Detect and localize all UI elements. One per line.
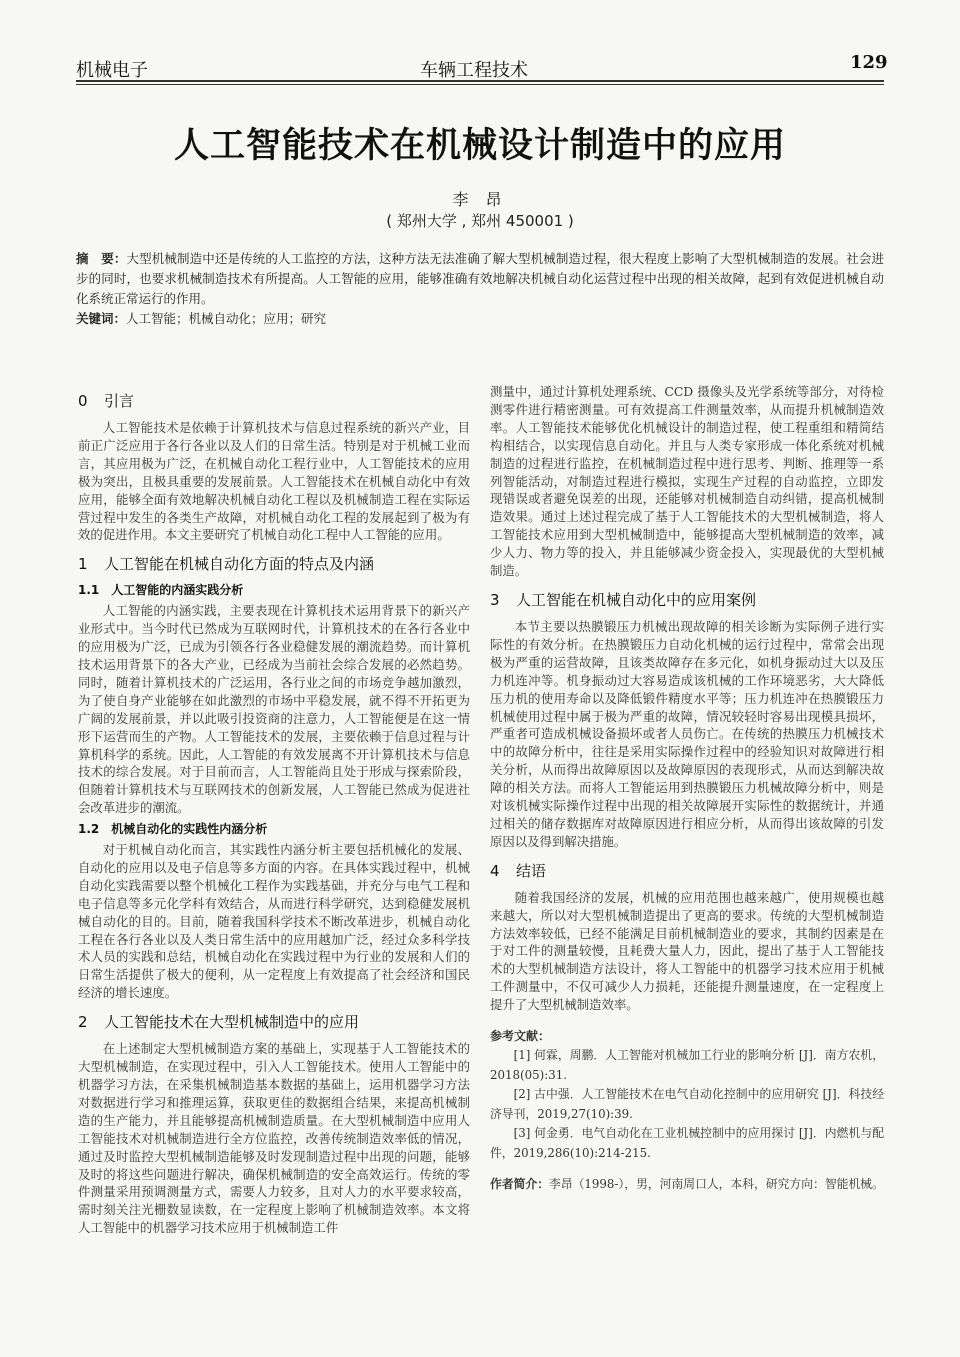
reference-item: [3] 何金勇．电气自动化在工业机械控制中的应用探讨 [J]．内燃机与配件，2019,286(10):214-215. — [490, 1126, 884, 1160]
journal-name: 车辆工程技术 — [420, 60, 528, 81]
header-rule-bottom — [76, 84, 884, 85]
subsection-heading: 1.2 机械自动化的实践性内涵分析 — [78, 822, 268, 837]
section-heading: 2 人工智能技术在大型机械制造中的应用 — [78, 1013, 360, 1032]
paragraph: 随着我国经济的发展，机械的应用范围也越来越广，使用规模也越来越大，所以对大型机械制造提出了更高的要求。传统的大型机械制造方法效率较低，已经不能满足目前机械制造业的要求，其制约因素是在于对工件的测量较慢，且耗费大量人力，因此，提出了基于人工智能技术的大型机械制造方法设计，将人工智能中的机器学习技术应用于机械工件测量中，不仅可减少人力损耗，还能提升测量速度，在一定程度上提升了大型机械制造效率。 — [490, 889, 884, 1013]
author: 李 昂 — [452, 190, 508, 209]
keywords — [76, 309, 884, 329]
paragraph: 人工智能的内涵实践，主要表现在计算机技术运用背景下的新兴产业形式中。当今时代已然成为互联网时代，计算机技术的在各行各业中的应用极为广泛，已成为引领各行各业稳健发展的潮流趋势。而计算机技术运用背景下的各大产业，已经成为当前社会综合发展的必然趋势。同时，随着计算机技术的广泛运用，各行业之间的市场竞争越加激烈，为了使自身产业能够在如此激烈的市场中平稳发展，就不得不开拓更为广阔的发展前景，并以此吸引投资商的注意力，人工智能便是在这一情形下运营而生的产物。人工智能技术的发展，主要依赖于信息过程与计算机科学的系统。因此，人工智能的有效发展离不开计算机技术与信息技术的综合发展。对于目前而言，人工智能尚且处于形成与探索阶段，但随着计算机技术与互联网技术的创新发展，人工智能已然成为促进社会改革进步的潮流。 — [78, 603, 470, 816]
paragraph: 本节主要以热膜锻压力机械出现故障的相关诊断为实际例子进行实际性的有效分析。在热膜锻压力自动化机械的运行过程中，常常会出现极为严重的运营故障，且该类故障存在多元化，如机身振动过大以及压力机连冲等。机身振动过大容易造成该机械的工作环境恶劣，大大降低压力机的使用寿命以及降低锻件精度水平等；压力机连冲在热膜锻压力机械使用过程中属于极为严重的故障，情况较轻时容易出现模具损坏，严重者可造成机械设备损坏或者人员伤亡。在传统的热膜压力机械技术中的故障分析中，往往是采用实际操作过程中的经验知识对故障进行相关分析，从而得出故障原因以及故障原因的表现形式，从而达到解决故障的相关方法。而将人工智能运用到热膜锻压力机械故障分析中，则是对该机械实际操作过程中出现的相关故障展开实际性的数据统计，并通过相关的储存数据库对故障原因进行相应分析，从而得出该故障的引发原因以及得到解决措施。 — [490, 618, 884, 849]
affiliation: ( 郑州大学 , 郑州 450001 ) — [386, 212, 574, 230]
abstract-label: 摘 要： — [76, 251, 127, 266]
keywords-label: 关键词： — [76, 311, 127, 326]
reference-item: [2] 古中强．人工智能技术在电气自动化控制中的应用研究 [J]．科技经济导刊，2019,27(10):39. — [490, 1087, 884, 1121]
paper-title: 人工智能技术在机械设计制造中的应用 — [173, 126, 786, 166]
keywords-text: 人工智能；机械自动化；应用；研究 — [126, 311, 327, 326]
author-bio — [490, 1175, 884, 1195]
subsection-heading: 1.1 人工智能的内涵实践分析 — [78, 583, 244, 598]
reference-item: [1] 何霖，周鹏．人工智能对机械加工行业的影响分析 [J]．南方农机，2018(05):31. — [490, 1048, 884, 1082]
abstract — [76, 249, 884, 309]
bio-text: 李昂（1998-），男，河南周口人，本科，研究方向：智能机械。 — [549, 1177, 884, 1191]
abstract-text: 大型机械制造中还是传统的人工监控的方法，这种方法无法准确了解大型机械制造过程，很大程度上影响了大型机械制造的发展。社会进步的同时，也要求机械制造技术有所提高。人工智能的应用，能够准确有效地解决机械自动化运营过程中出现的相关故障，起到有效促进机械自动化系统正常运行的作用。 — [76, 251, 884, 306]
section-heading: 0 引言 — [78, 392, 135, 410]
section-heading: 4 结语 — [490, 861, 547, 880]
section-heading: 3 人工智能在机械自动化中的应用案例 — [490, 590, 757, 609]
paragraph: 人工智能技术是依赖于计算机技术与信息过程系统的新兴产业，目前正广泛应用于各行各业以及人们的日常生活。特别是对于机械工业而言，其应用极为广泛，在机械自动化工程行业中，人工智能技术的应用极为突出，且极具重要的发展前景。人工智能技术在机械自动化中有效应用，能够全面有效地解决机械自动化工程以及机械制造工程在实际运营过程中发生的各类生产故障，对机械自动化工程的发展起到了极为有效的促进作用。本文主要研究了机械自动化工程中人工智能的应用。 — [78, 420, 470, 543]
journal-section: 机械电子 — [76, 60, 148, 81]
section-heading: 1 人工智能在机械自动化方面的特点及内涵 — [78, 555, 375, 574]
paragraph: 对于机械自动化而言，其实践性内涵分析主要包括机械化的发展、自动化的应用以及电子信息等多方面的内容。在具体实践过程中，机械自动化实践需要以整个机械化工程作为实践基础，并充分与电气工程和电子信息等多元化学科有效结合，从而进行科学研究，达到稳健发展机械自动化的目的。目前，随着我国科学技术不断改革进步，机械自动化工程在各行各业以及人类日常生活中的应用越加广泛，经过众多科学技术人员的实践和总结，机械自动化在实践过程中为行业的发展和人们的日常生活提供了极大的便利，从一定程度上有效提高了社会经济和国民经济的增长速度。 — [78, 842, 470, 1001]
paragraph: 在上述制定大型机械制造方案的基础上，实现基于人工智能技术的大型机械制造，在实现过程中，引入人工智能技术。使用人工智能中的机器学习方法，在采集机械制造基本数据的基础上，运用机器学习方法对数据进行学习和推理运算，获取更佳的数据组合结果，来提高机械制造的生产能力，并且能够提高机械制造质量。在大型机械制造中应用人工智能技术对机械制造进行全方位监控，改善传统制造效率低的情况，通过及时监控大型机械制造能够及时发现制造过程中出现的问题，能够及时的将这些问题进行解决，确保机械制造的安全高效运行。传统的零件测量采用预调测量方式，需要人力较多，且对人力的水平要求较高，需时刻关注光栅数显读数，在一定程度上影响了机械制造效率。本文将人工智能中的机器学习技术应用于机械制造工件 — [78, 1041, 470, 1236]
references-heading: 参考文献： — [490, 1029, 551, 1044]
right-column — [490, 383, 884, 1195]
header-rule-top — [76, 80, 884, 82]
left-column — [78, 385, 470, 1237]
page-number: 129 — [850, 52, 888, 73]
bio-label: 作者简介： — [490, 1177, 549, 1191]
paragraph: 测量中，通过计算机处理系统、CCD 摄像头及光学系统等部分，对待检测零件进行精密测量。可有效提高工件测量效率，从而提升机械制造效率。人工智能技术能够优化机械设计的制造过程，使工程重组和精简结构相结合，以实现信息自动化。并且与人类专家形成一体化系统对机械制造的过程进行监控，在机械制造过程中进行思考、判断、推理等一系列智能活动，对制造过程进行模拟，实现生产过程的自动监控，立即发现错误或者避免误差的出现，还能够对机械制造自动纠错，提高机械制造效果。通过上述过程完成了基于人工智能技术的大型机械制造，将人工智能技术应用到大型机械制造中，能够提高大型机械制造的效率，减少人力、物力等的投入，并且能够减少资金投入，实现最优的大型机械制造。 — [490, 384, 884, 579]
